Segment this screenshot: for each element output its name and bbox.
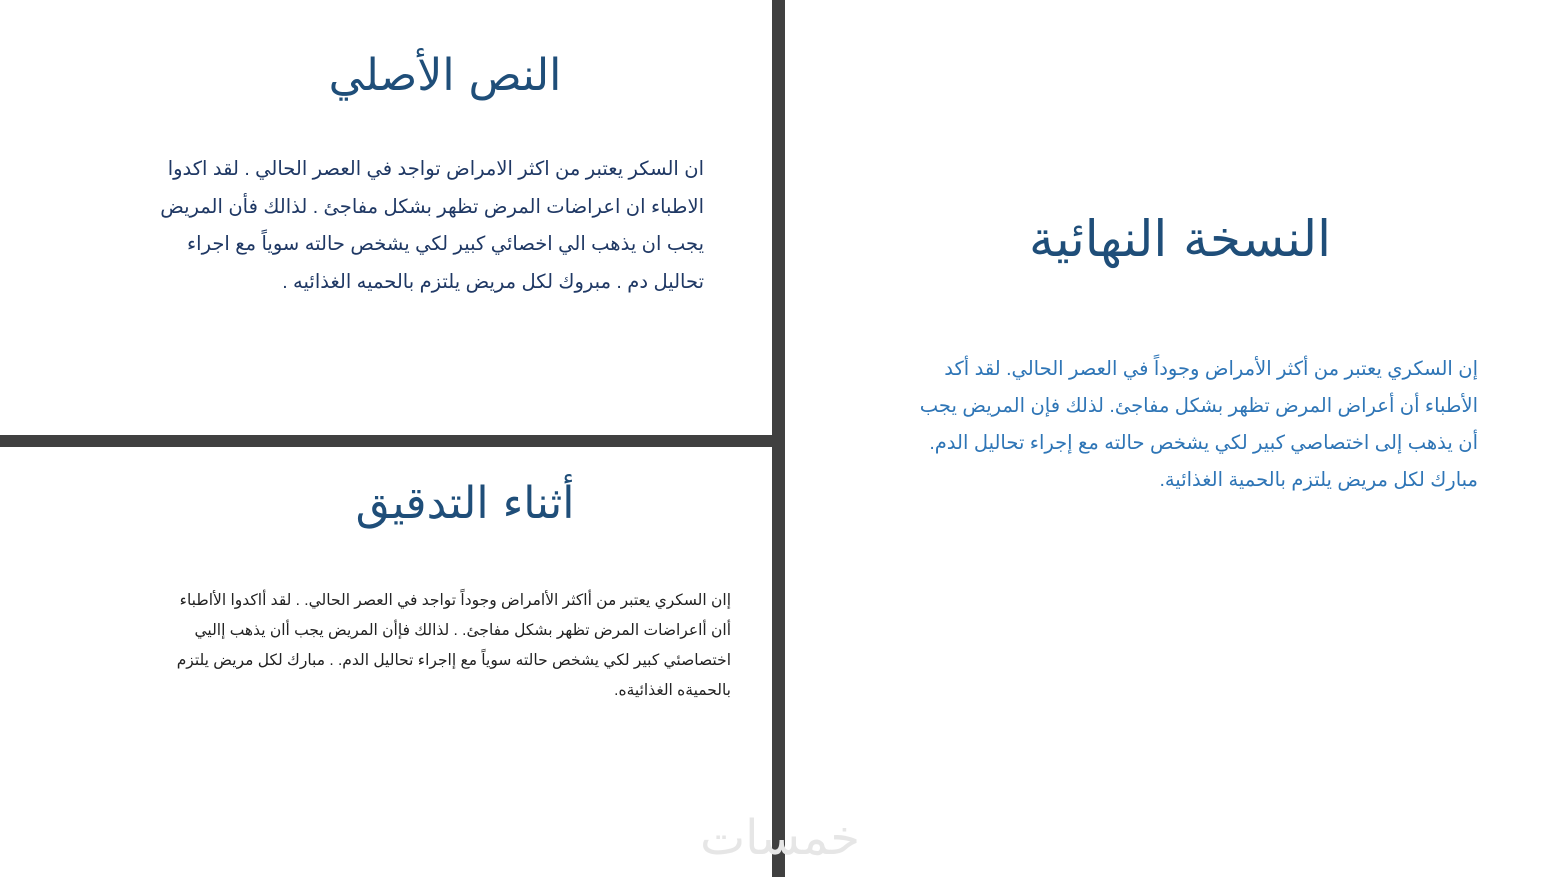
original-text-paragraph bbox=[60, 151, 704, 301]
final-line-3: أن يذهب إلى اختصاصي كبير لكي يشخص حالته مع إجراء تحاليل الدم. bbox=[929, 432, 1478, 454]
khamsat-watermark-logo: خمسات bbox=[699, 810, 861, 866]
final-line-2: الأطباء أن أعراض المرض تظهر بشكل مفاجئ. لذلك فإن المريض يجب bbox=[919, 395, 1478, 417]
original-line-4: تحاليل دم . مبروك لكل مريض يلتزم بالحميه الغذائيه . bbox=[282, 270, 704, 293]
original-text-heading: النص الأصلي bbox=[328, 50, 562, 101]
horizontal-divider bbox=[0, 435, 780, 447]
review-line-3: اختصاصئي كبير لكي يشخص حالته سوياً مع إاجراء تحاليل الدم. . مبارك لكل مريض يلتزم bbox=[176, 652, 731, 669]
review-line-4: بالحميةه الغذائيةه. bbox=[614, 682, 731, 699]
final-version-heading: النسخة النهائية bbox=[1028, 210, 1332, 268]
final-line-1: إن السكري يعتبر من أكثر الأمراض وجوداً في العصر الحالي. لقد أكد bbox=[944, 358, 1478, 380]
review-line-2: أان أاعراضات المرض تظهر بشكل مفاجئ. . لذالك فإأن المريض يجب أان يذهب إاليي bbox=[194, 622, 731, 639]
final-version-paragraph bbox=[820, 351, 1478, 499]
review-heading: أثناء التدقيق bbox=[355, 478, 575, 529]
original-line-3: يجب ان يذهب الي اخصائي كبير لكي يشخص حالته سوياً مع اجراء bbox=[187, 233, 704, 255]
review-paragraph bbox=[40, 586, 731, 706]
original-line-2: الاطباء ان اعراضات المرض تظهر بشكل مفاجئ . لذالك فأن المريض bbox=[160, 195, 704, 218]
review-line-1: إان السكري يعتبر من أاكثر الأامراض وجوداً تواجد في العصر الحالي. . لقد أاكدوا الأاطباء bbox=[179, 592, 731, 609]
original-line-1: ان السكر يعتبر من اكثر الامراض تواجد في العصر الحالي . لقد اكدوا bbox=[167, 158, 704, 180]
final-line-4: مبارك لكل مريض يلتزم بالحمية الغذائية. bbox=[1159, 469, 1478, 491]
